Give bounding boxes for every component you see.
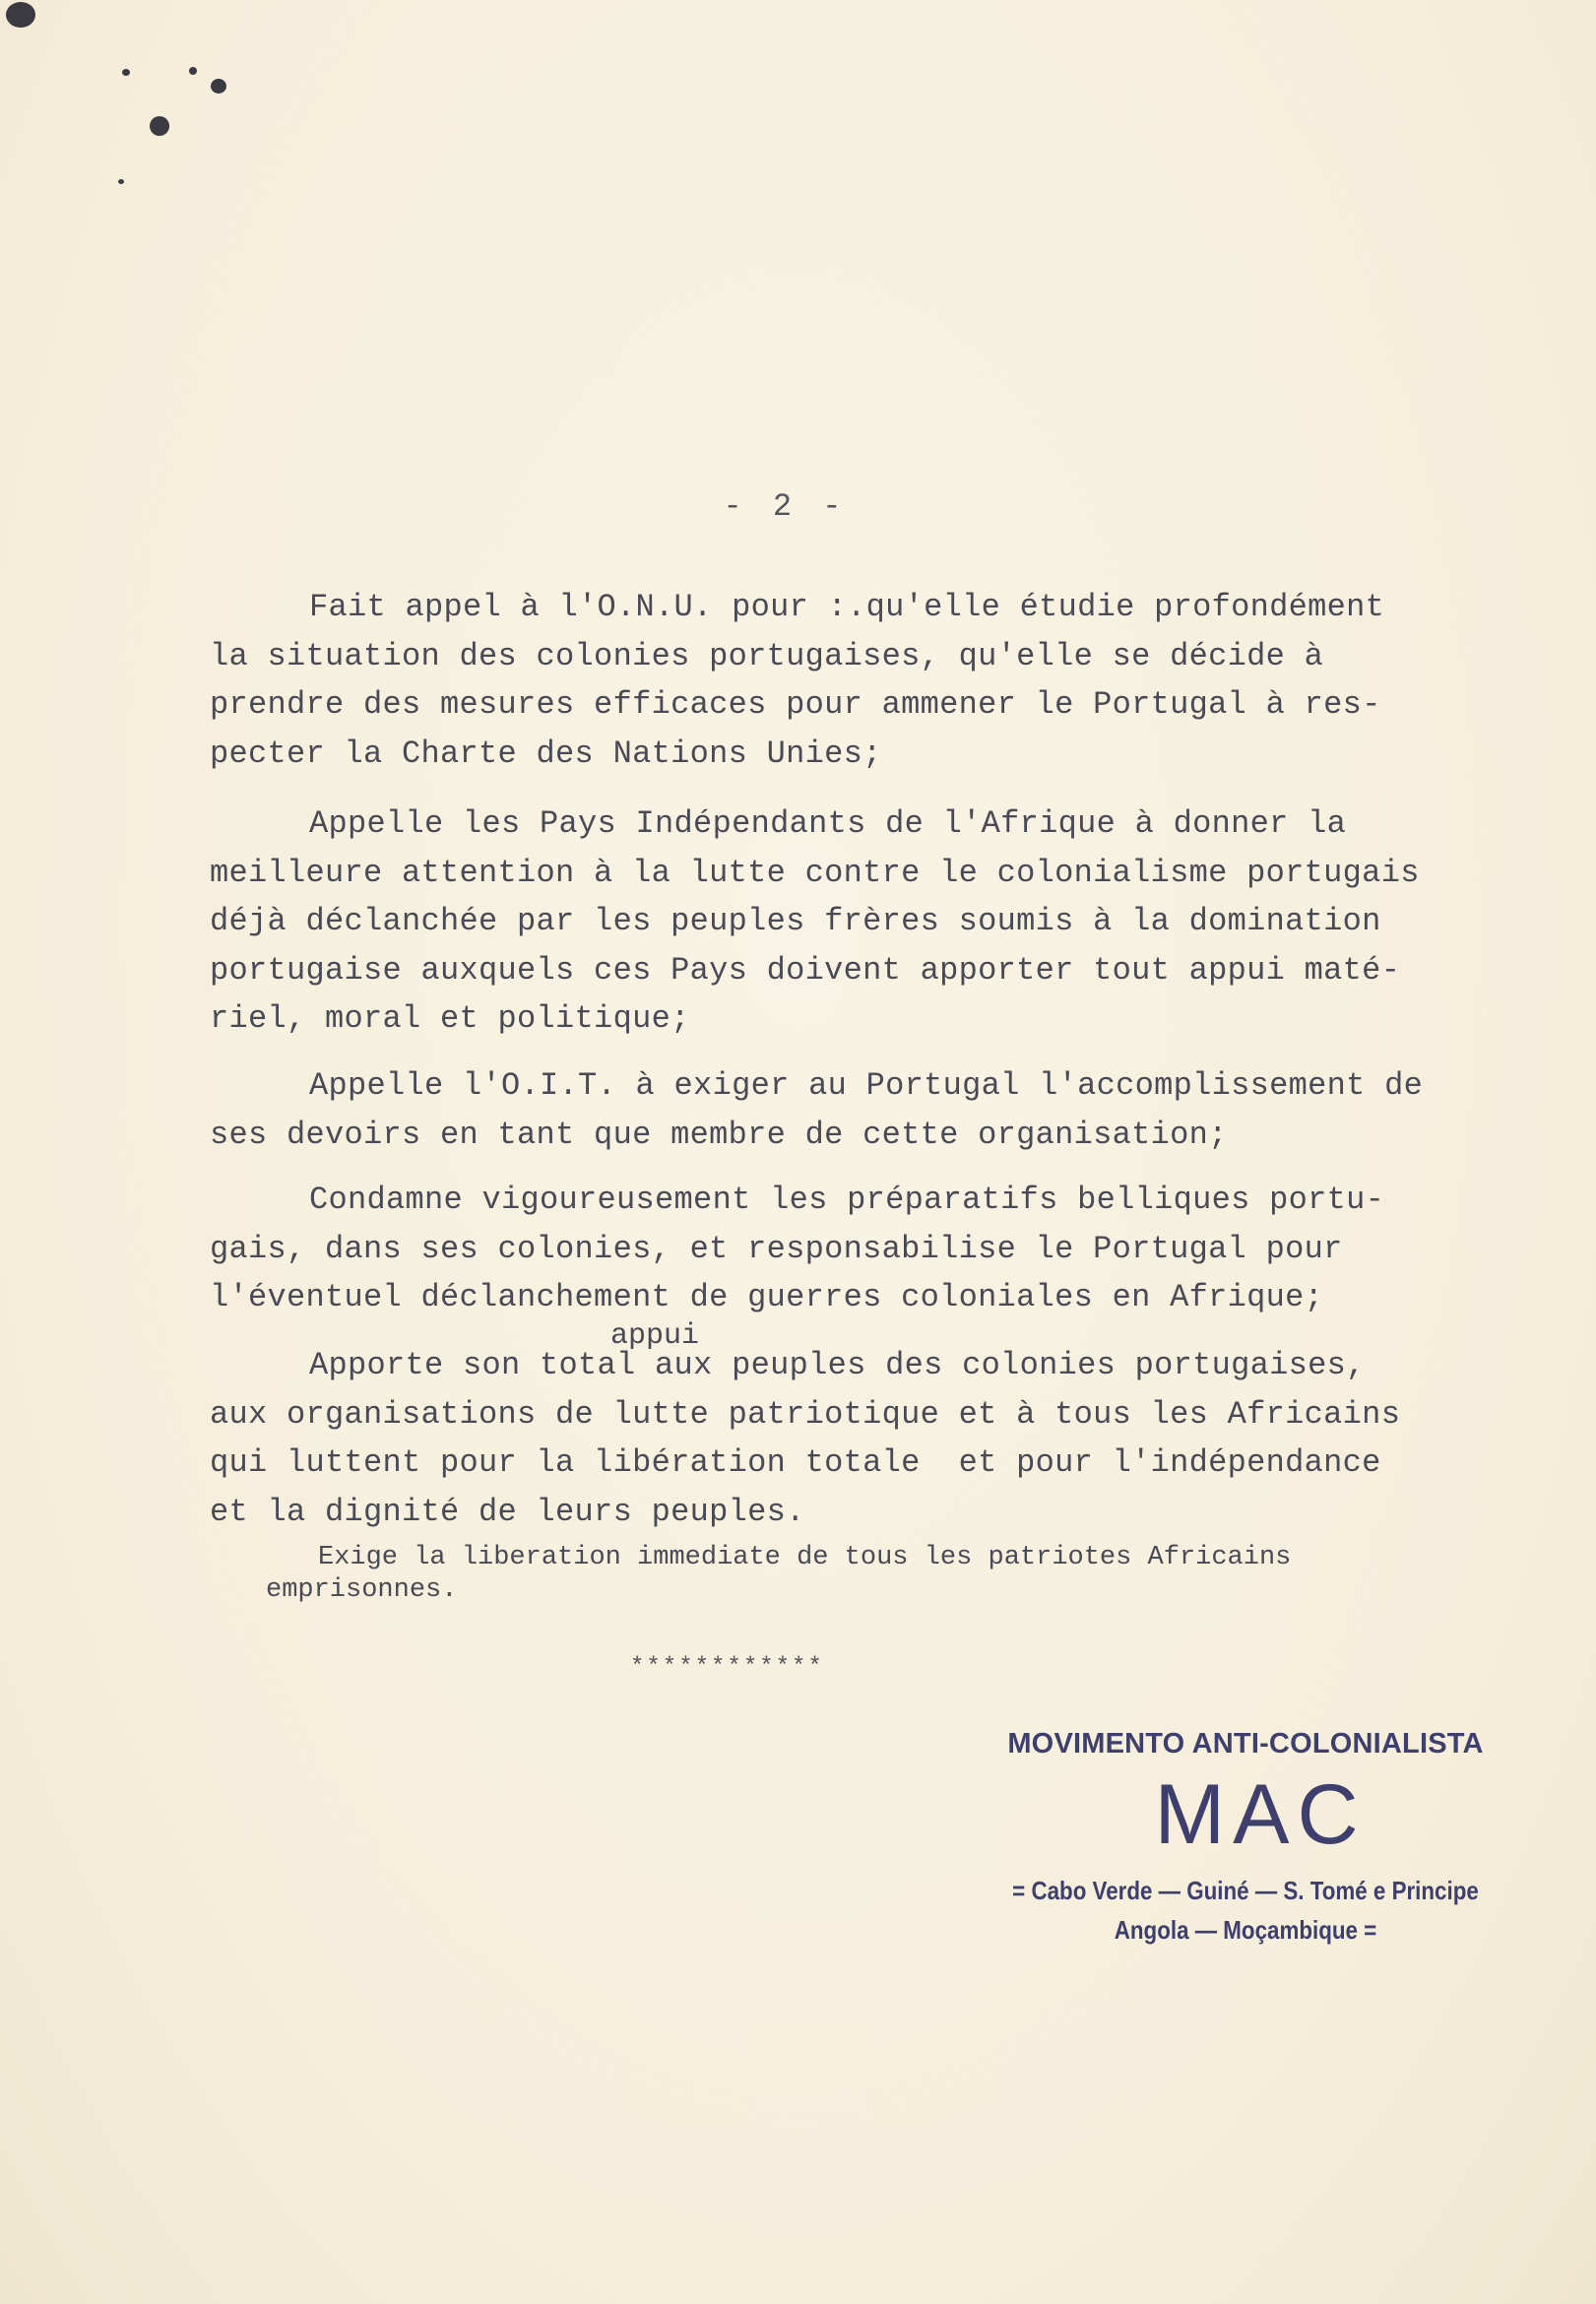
- paragraph-condemnation: [210, 1176, 1384, 1322]
- organization-stamp: [970, 1728, 1521, 1950]
- text-line: qui luttent pour la libération totale et pour l'indépendance: [210, 1444, 1381, 1481]
- ink-spot: [211, 79, 226, 94]
- text-line: meilleure attention à la lutte contre le colonialisme portugais: [210, 854, 1420, 891]
- paragraph-un-appeal: [210, 583, 1384, 778]
- text-line: Condamne vigoureusement les préparatifs belliques portu-: [309, 1182, 1385, 1218]
- text-line: Appelle l'O.I.T. à exiger au Portugal l'accomplissement de: [309, 1067, 1424, 1104]
- text-line: ses devoirs en tant que membre de cette organisation;: [210, 1116, 1228, 1153]
- ink-spot: [6, 2, 35, 28]
- stamp-countries-line1: = Cabo Verde — Guiné — S. Tomé e Principe: [1012, 1876, 1479, 1905]
- text-line: Appelle les Pays Indépendants de l'Afrique à donner la: [309, 805, 1347, 842]
- text-line: riel, moral et politique;: [210, 1000, 690, 1037]
- text-line: Fait appel à l'O.N.U. pour :.qu'elle étudie profondément: [309, 589, 1385, 625]
- ink-spot: [189, 67, 197, 75]
- text-line: pecter la Charte des Nations Unies;: [210, 735, 882, 772]
- stamp-acronym: MAC: [1154, 1767, 1367, 1862]
- insertion-note: appui: [610, 1319, 700, 1353]
- text-line: déjà déclanchée par les peuples frères soumis à la domination: [210, 903, 1381, 939]
- separator: ************: [630, 1654, 824, 1681]
- text-line: prendre des mesures efficaces pour ammener le Portugal à res-: [210, 686, 1381, 723]
- text-line: et la dignité de leurs peuples.: [210, 1493, 805, 1530]
- paragraph-oit-appeal: [210, 1061, 1423, 1159]
- stamp-organization: MOVIMENTO ANTI-COLONIALISTA: [1007, 1728, 1484, 1760]
- ink-spot: [118, 179, 124, 184]
- addendum-line: emprisonnes.: [266, 1575, 458, 1605]
- text-line: gais, dans ses colonies, et responsabilise le Portugal pour: [210, 1230, 1343, 1267]
- page-number: - 2 -: [723, 488, 848, 525]
- text-line: portugaise auxquels ces Pays doivent apporter tout appui maté-: [210, 951, 1401, 989]
- paragraph-african-countries: [210, 800, 1420, 1044]
- stamp-countries-line2: Angola — Moçambique =: [1114, 1915, 1377, 1945]
- ink-spot: [122, 69, 130, 76]
- addendum-line: Exige la liberation immediate de tous les patriotes Africains: [318, 1543, 1292, 1572]
- text-line: la situation des colonies portugaises, qu'elle se décide à: [210, 637, 1324, 674]
- text-line: l'éventuel déclanchement de guerres coloniales en Afrique;: [210, 1279, 1324, 1315]
- ink-spot: [150, 116, 169, 136]
- paragraph-support: [210, 1341, 1400, 1536]
- text-line: Apporte son total aux peuples des colonies portugaises,: [309, 1347, 1366, 1383]
- text-line: aux organisations de lutte patriotique et à tous les Africains: [210, 1395, 1401, 1433]
